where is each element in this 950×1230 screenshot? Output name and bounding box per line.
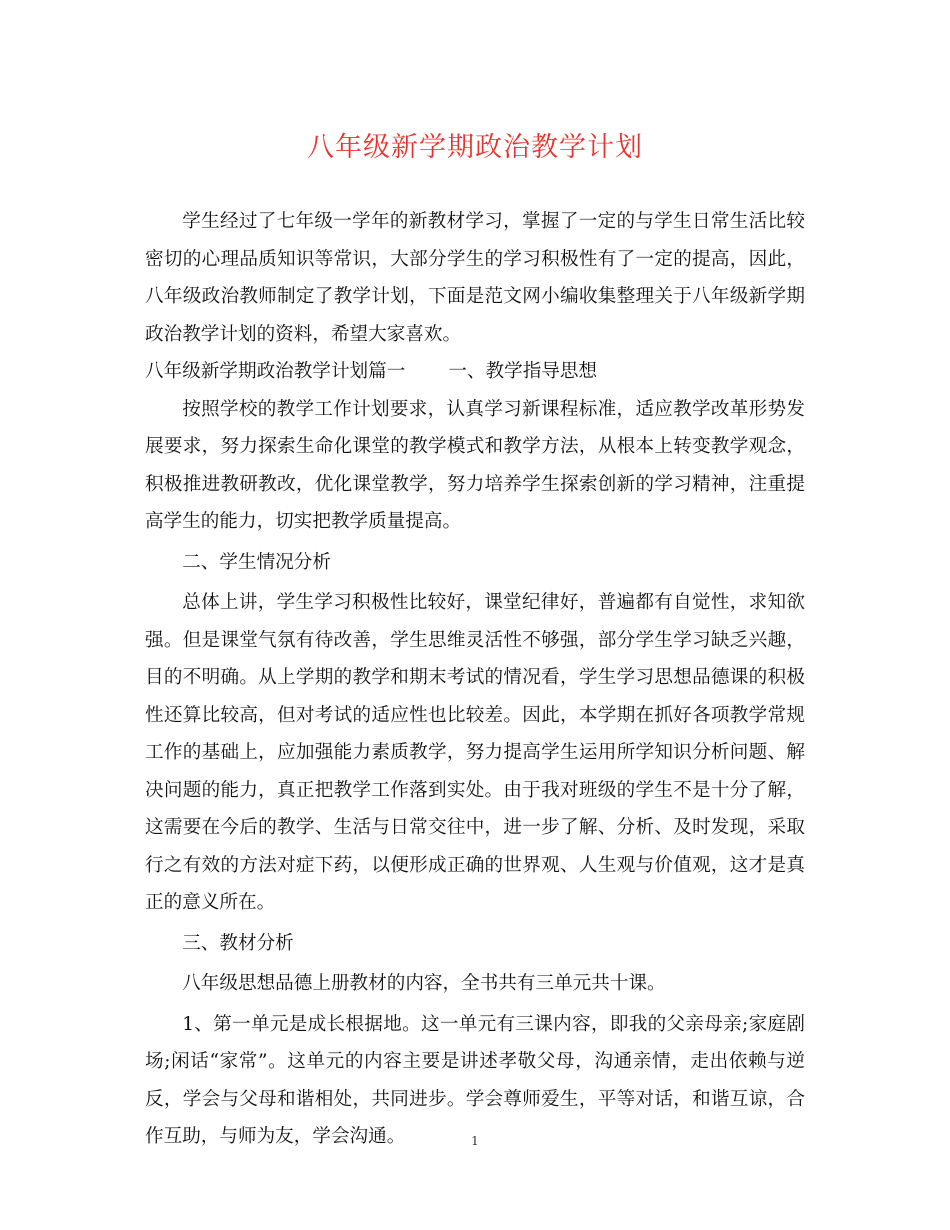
page-number: 1	[471, 1134, 479, 1148]
unit-one-paragraph: 1、第一单元是成长根据地。这一单元有三课内容，即我的父亲母亲;家庭剧场;闲话“家常”。这单元的内容主要是讲述孝敬父母，沟通亲情，走出依赖与逆反，学会与父母和谐相处，共同进步。学会尊师爱生，平等对话，和谐互谅，合作互助，与师为友，学会沟通。	[145, 1013, 805, 1147]
intro-paragraph: 学生经过了七年级一学年的新教材学习，掌握了一定的与学生日常生活比较密切的心理品质知识等常识，大部分学生的学习积极性有了一定的提高，因此，八年级政治教师制定了教学计划，下面是范文网小编收集整理关于八年级新学期政治教学计划的资料，希望大家喜欢。	[145, 211, 805, 345]
student-analysis-paragraph: 总体上讲，学生学习积极性比较好，课堂纪律好，普遍都有自觉性，求知欲强。但是课堂气氛有待改善，学生思维灵活性不够强，部分学生学习缺乏兴趣，目的不明确。从上学期的教学和期末考试的情况看，学生学习思想品德课的积极性还算比较高，但对考试的适应性也比较差。因此，本学期在抓好各项教学常规工作的基础上，应加强能力素质教学，努力提高学生运用所学知识分析问题、解决问题的能力，真正把教学工作落到实处。由于我对班级的学生不是十分了解，这需要在今后的教学、生活与日常交往中，进一步了解、分析、及时发现，采取行之有效的方法对症下药，以便形成正确的世界观、人生观与价值观，这才是真正的意义所在。	[145, 592, 805, 913]
guiding-ideology-paragraph: 按照学校的教学工作计划要求，认真学习新课程标准，适应教学改革形势发展要求，努力探索生命化课堂的教学模式和教学方法，从根本上转变教学观念，积极推进教研教改，优化课堂教学，努力培养学生探索创新的学习精神，注重提高学生的能力，切实把教学质量提高。	[145, 398, 805, 532]
section-line-title: 八年级新学期政治教学计划篇一	[145, 361, 406, 382]
heading-textbook-analysis: 三、教材分析	[182, 932, 294, 954]
heading-student-analysis: 二、学生情况分析	[182, 551, 331, 573]
textbook-summary-paragraph: 八年级思想品德上册教材的内容，全书共有三单元共十课。	[182, 973, 666, 994]
document-body	[145, 203, 805, 1156]
section-line	[145, 353, 805, 391]
document-title: 八年级新学期政治教学计划	[307, 132, 643, 163]
section-line-heading: 一、教学指导思想	[448, 361, 598, 382]
